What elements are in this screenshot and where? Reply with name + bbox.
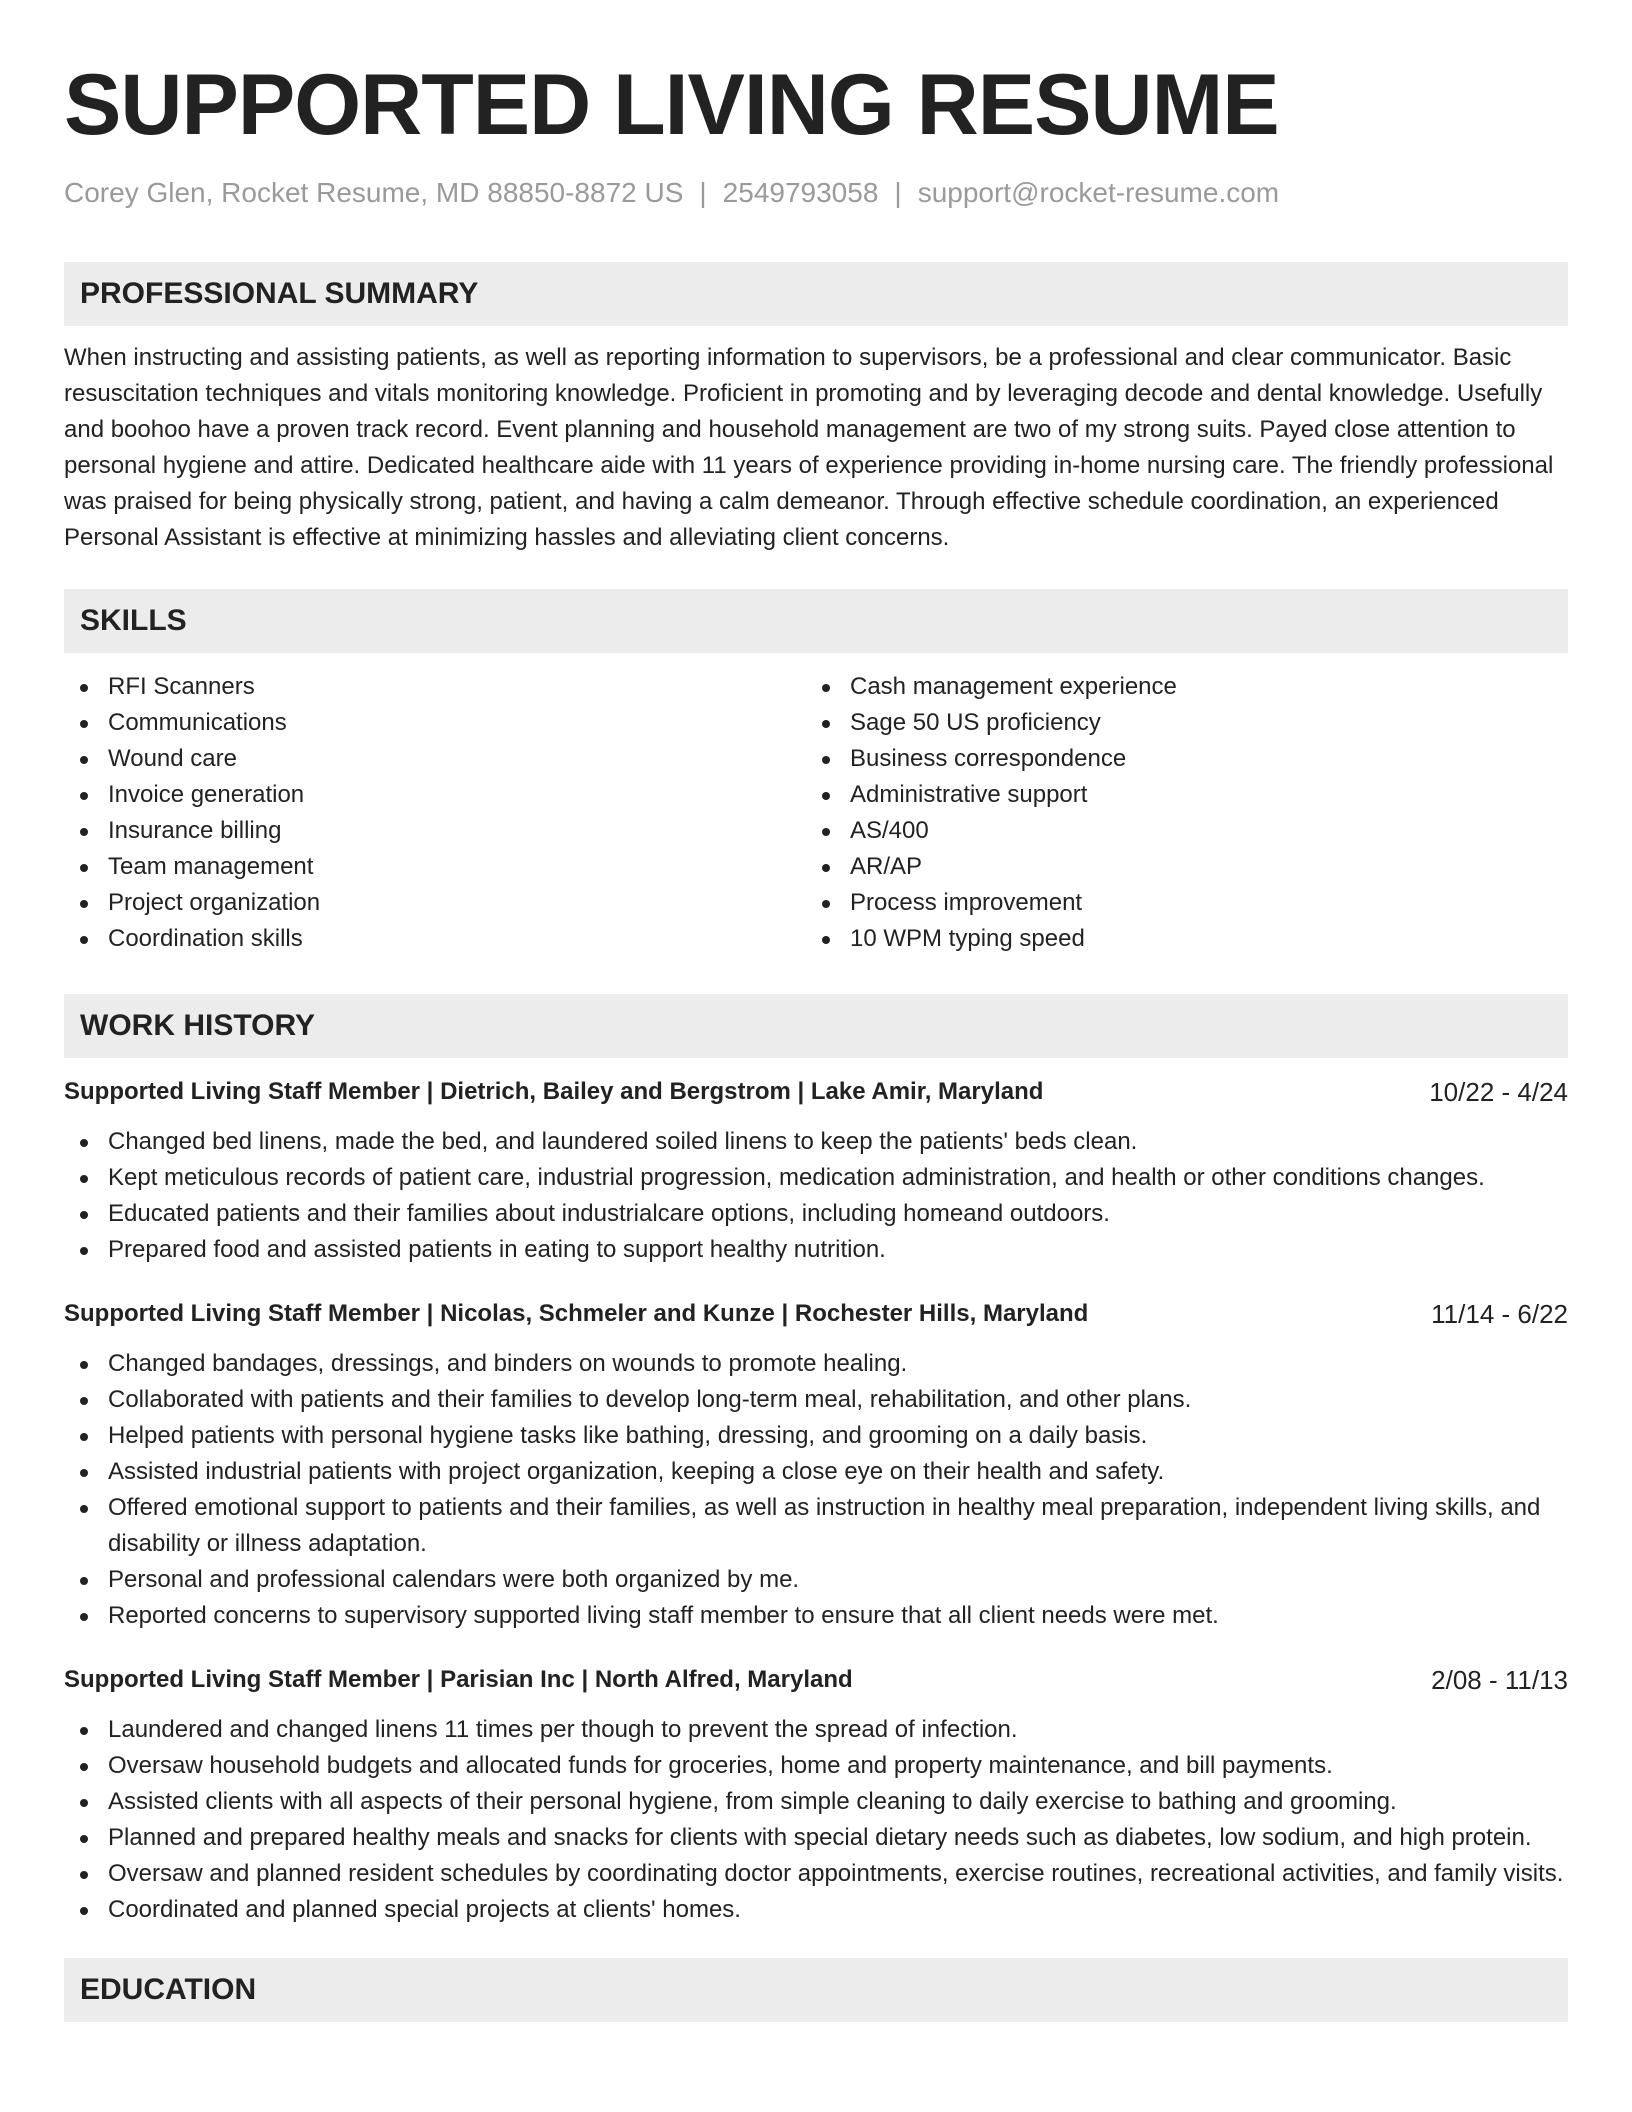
job-bullets xyxy=(64,1124,1568,1268)
job-bullet: Planned and prepared healthy meals and snacks for clients with special dietary needs such as diabetes, low sodium, and high protein. xyxy=(64,1820,1568,1856)
job-heading xyxy=(64,1074,1568,1110)
contact-separator: | xyxy=(894,177,902,208)
resume-title: SUPPORTED LIVING RESUME xyxy=(64,57,1279,153)
skill-item: Administrative support xyxy=(806,777,1548,813)
job-dates: 2/08 - 11/13 xyxy=(1431,1665,1568,1695)
skill-item: 10 WPM typing speed xyxy=(806,921,1548,957)
job-bullet: Personal and professional calendars were both organized by me. xyxy=(64,1562,1568,1598)
job-bullet: Offered emotional support to patients and their families, as well as instruction in healthy meal preparation, independent living skills, and disability or illness adaptation. xyxy=(64,1490,1568,1562)
job-bullet: Prepared food and assisted patients in eating to support healthy nutrition. xyxy=(64,1232,1568,1268)
skill-item: Business correspondence xyxy=(806,741,1548,777)
job-bullet: Kept meticulous records of patient care, industrial progression, medication administration, and health or other conditions changes. xyxy=(64,1160,1568,1196)
section-header-summary: PROFESSIONAL SUMMARY xyxy=(64,262,1568,326)
skill-item: Communications xyxy=(64,705,806,741)
job-bullets xyxy=(64,1712,1568,1928)
job-bullet: Helped patients with personal hygiene tasks like bathing, dressing, and grooming on a daily basis. xyxy=(64,1418,1568,1454)
skill-item: Cash management experience xyxy=(806,669,1548,705)
job-bullet: Oversaw household budgets and allocated funds for groceries, home and property maintenance, and bill payments. xyxy=(64,1748,1568,1784)
skill-item: Insurance billing xyxy=(64,813,806,849)
job-bullet: Reported concerns to supervisory supported living staff member to ensure that all client needs were met. xyxy=(64,1598,1568,1634)
job-title: Supported Living Staff Member | Nicolas, Schmeler and Kunze | Rochester Hills, Maryland xyxy=(64,1300,1089,1327)
skill-item: Team management xyxy=(64,849,806,885)
job-bullet: Collaborated with patients and their families to develop long-term meal, rehabilitation, and other plans. xyxy=(64,1382,1568,1418)
job-dates: 11/14 - 6/22 xyxy=(1431,1299,1568,1329)
job-bullet: Educated patients and their families about industrialcare options, including homeand outdoors. xyxy=(64,1196,1568,1232)
job-heading xyxy=(64,1296,1568,1332)
job-heading xyxy=(64,1662,1568,1698)
contact-email: support@rocket-resume.com xyxy=(917,177,1280,208)
job-bullet: Oversaw and planned resident schedules by coordinating doctor appointments, exercise routines, recreational activities, and family visits. xyxy=(64,1856,1568,1892)
job-bullet: Assisted clients with all aspects of their personal hygiene, from simple cleaning to daily exercise to bathing and grooming. xyxy=(64,1784,1568,1820)
skills-list xyxy=(64,669,1568,957)
job-bullets xyxy=(64,1346,1568,1634)
skill-item: Process improvement xyxy=(806,885,1548,921)
job-dates: 10/22 - 4/24 xyxy=(1429,1077,1568,1107)
contact-phone: 2549793058 xyxy=(722,177,879,208)
skill-item: Coordination skills xyxy=(64,921,806,957)
summary-text: When instructing and assisting patients, as well as reporting information to supervisors, be a professional and clear communicator. Basic resuscitation techniques and vitals monitoring knowledge. Proficient in promoting and by leveraging decode and dental knowledge. Usefully and boohoo have a proven track record. Event planning and household management are two of my strong suits. Payed close attention to personal hygiene and attire. Dedicated healthcare aide with 11 years of experience providing in-home nursing care. The friendly professional was praised for being physically strong, patient, and having a calm demeanor. Through effective schedule coordination, an experienced Personal Assistant is effective at minimizing hassles and alleviating client concerns. xyxy=(64,344,1554,551)
skill-item: Sage 50 US proficiency xyxy=(806,705,1548,741)
job-title: Supported Living Staff Member | Dietrich, Bailey and Bergstrom | Lake Amir, Maryland xyxy=(64,1078,1044,1105)
job-bullet: Coordinated and planned special projects at clients' homes. xyxy=(64,1892,1568,1928)
job-bullet: Changed bed linens, made the bed, and laundered soiled linens to keep the patients' beds clean. xyxy=(64,1124,1568,1160)
job-title: Supported Living Staff Member | Parisian Inc | North Alfred, Maryland xyxy=(64,1666,853,1693)
job-entry xyxy=(64,1074,1568,1268)
contact-separator: | xyxy=(699,177,707,208)
contact-address: Corey Glen, Rocket Resume, MD 88850-8872 US xyxy=(64,177,684,208)
job-bullet: Changed bandages, dressings, and binders on wounds to promote healing. xyxy=(64,1346,1568,1382)
skills-column-left xyxy=(64,669,806,957)
skill-item: AS/400 xyxy=(806,813,1548,849)
job-entry xyxy=(64,1296,1568,1634)
job-entry xyxy=(64,1662,1568,1928)
section-header-education: EDUCATION xyxy=(64,1958,1568,2022)
skill-item: Project organization xyxy=(64,885,806,921)
section-header-work-history: WORK HISTORY xyxy=(64,994,1568,1058)
skill-item: Invoice generation xyxy=(64,777,806,813)
skill-item: AR/AP xyxy=(806,849,1548,885)
contact-line xyxy=(64,175,1568,211)
skill-item: RFI Scanners xyxy=(64,669,806,705)
skill-item: Wound care xyxy=(64,741,806,777)
job-bullet: Laundered and changed linens 11 times per though to prevent the spread of infection. xyxy=(64,1712,1568,1748)
job-bullet: Assisted industrial patients with project organization, keeping a close eye on their health and safety. xyxy=(64,1454,1568,1490)
skills-column-right xyxy=(806,669,1548,957)
section-header-skills: SKILLS xyxy=(64,589,1568,653)
